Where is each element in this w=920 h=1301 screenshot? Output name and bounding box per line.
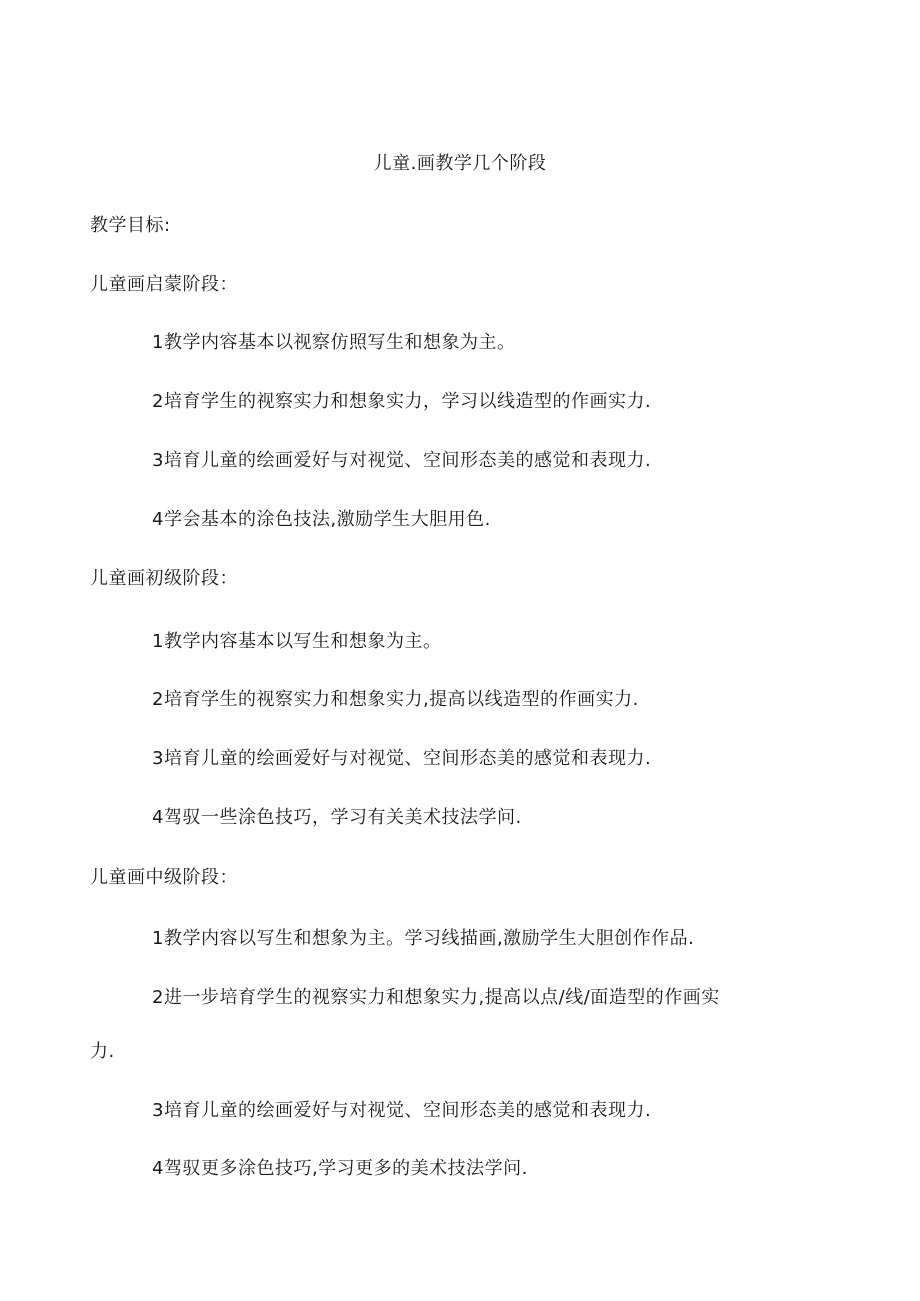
- list-item: 4驾驭一些涂色技巧，学习有关美术技法学问.: [152, 807, 522, 828]
- list-item: 3培育儿童的绘画爱好与对视觉、空间形态美的感觉和表现力.: [152, 450, 652, 471]
- list-item: 1教学内容以写生和想象为主。学习线描画,激励学生大胆创作作品.: [152, 928, 695, 949]
- list-item: 1教学内容基本以视察仿照写生和想象为主。: [152, 332, 516, 353]
- page-title: 儿童.画教学几个阶段: [373, 153, 547, 174]
- objective-heading: 教学目标:: [90, 215, 171, 236]
- list-item: 2进一步培育学生的视察实力和想象实力,提高以点/线/面造型的作画实: [152, 987, 720, 1008]
- list-item: 4驾驭更多涂色技巧,学习更多的美术技法学问.: [152, 1158, 528, 1179]
- stage-heading-intermediate: 儿童画中级阶段：: [90, 867, 238, 888]
- list-item: 4学会基本的涂色技法,激励学生大胆用色.: [152, 509, 491, 530]
- stage-heading-beginner: 儿童画初级阶段：: [90, 568, 238, 589]
- list-item-continuation: 力.: [90, 1041, 115, 1062]
- list-item: 2培育学生的视察实力和想象实力,提高以线造型的作画实力.: [152, 689, 639, 710]
- list-item: 2培育学生的视察实力和想象实力，学习以线造型的作画实力.: [152, 391, 652, 412]
- list-item: 1教学内容基本以写生和想象为主。: [152, 631, 442, 652]
- list-item: 3培育儿童的绘画爱好与对视觉、空间形态美的感觉和表现力.: [152, 748, 652, 769]
- stage-heading-enlightenment: 儿童画启蒙阶段：: [90, 274, 238, 295]
- list-item: 3培育儿童的绘画爱好与对视觉、空间形态美的感觉和表现力.: [152, 1100, 652, 1121]
